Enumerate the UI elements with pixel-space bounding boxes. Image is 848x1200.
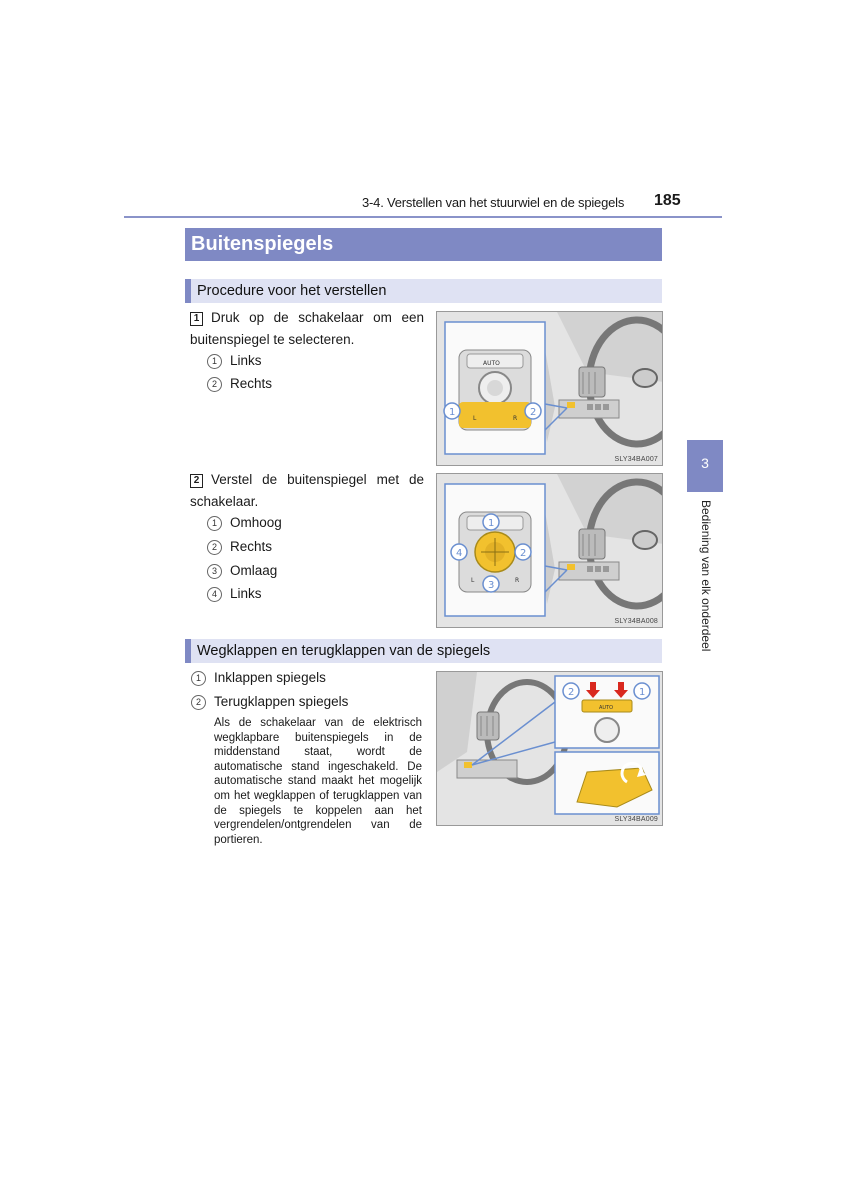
list-item xyxy=(207,559,277,583)
running-header: 3-4. Verstellen van het stuurwiel en de spiegels xyxy=(362,195,625,210)
figure-adjust-switch xyxy=(436,473,663,628)
item-number: 1 xyxy=(207,354,222,369)
right-label: R xyxy=(515,577,520,584)
auto-label: AUTO xyxy=(599,705,614,711)
item-label: Rechts xyxy=(230,539,273,554)
callout-3: 3 xyxy=(488,580,495,591)
item-number: 3 xyxy=(207,564,222,579)
note-text: Als de schakelaar van de elektrisch wegklapbare buitenspiegels in de middenstand staat, wordt de automatische stand ingeschakeld. De automatische stand maakt het mogelijk om het wegklappen of terugklappen van de spiegels te koppelen aan het vergrendelen/ontgrendelen van de portieren. xyxy=(214,717,422,846)
callout-1: 1 xyxy=(639,687,646,698)
section-title-adjust: Procedure voor het verstellen xyxy=(185,279,662,303)
item-number: 2 xyxy=(207,377,222,392)
left-label: L xyxy=(473,415,477,422)
figure-fold-switch xyxy=(436,671,663,826)
item-label: Inklappen spiegels xyxy=(214,670,326,685)
item-number: 2 xyxy=(207,540,222,555)
chapter-title: Bediening van elk onderdeel xyxy=(699,500,713,652)
step-text: Druk op de schakelaar om een buitenspiegel te selecteren. xyxy=(190,310,424,347)
callout-1: 1 xyxy=(488,518,495,529)
figure-code: SLY34BA007 xyxy=(614,456,658,463)
right-label: R xyxy=(513,415,518,422)
list-item xyxy=(207,582,262,606)
section-title-fold: Wegklappen en terugklappen van de spiegels xyxy=(185,639,662,663)
callout-1: 1 xyxy=(449,407,456,418)
auto-label: AUTO xyxy=(483,360,500,367)
callout-2: 2 xyxy=(568,687,575,698)
figure-select-switch xyxy=(436,311,663,466)
step-text: Verstel de buitenspiegel met de schakelaar. xyxy=(190,472,424,509)
step-number: 1 xyxy=(190,312,203,326)
item-label: Omhoog xyxy=(230,515,282,530)
item-number: 1 xyxy=(191,671,206,686)
figure-code: SLY34BA009 xyxy=(614,816,658,823)
figure-code: SLY34BA008 xyxy=(614,618,658,625)
callout-2: 2 xyxy=(520,548,527,559)
figure-illustration xyxy=(437,672,663,826)
item-number: 2 xyxy=(191,695,206,710)
step-2 xyxy=(190,469,424,513)
step-1 xyxy=(190,307,424,351)
chapter-tab[interactable]: 3 xyxy=(687,440,723,492)
page-number: 185 xyxy=(654,192,681,209)
item-label: Rechts xyxy=(230,376,273,391)
item-label: Terugklappen spiegels xyxy=(214,694,349,709)
left-label: L xyxy=(471,577,475,584)
callout-4: 4 xyxy=(456,548,463,559)
item-label: Omlaag xyxy=(230,563,278,578)
item-label: Links xyxy=(230,586,262,601)
list-item xyxy=(191,690,348,714)
list-item xyxy=(207,372,272,396)
step-number: 2 xyxy=(190,474,203,488)
list-item xyxy=(191,666,326,690)
header-rule xyxy=(124,216,722,218)
list-item xyxy=(207,535,272,559)
item-number: 1 xyxy=(207,516,222,531)
list-item xyxy=(207,349,262,373)
list-item xyxy=(207,511,282,535)
figure-illustration xyxy=(437,474,663,628)
figure-illustration xyxy=(437,312,663,466)
callout-2: 2 xyxy=(530,407,537,418)
item-number: 4 xyxy=(207,587,222,602)
page-title: Buitenspiegels xyxy=(185,228,662,261)
item-label: Links xyxy=(230,353,262,368)
